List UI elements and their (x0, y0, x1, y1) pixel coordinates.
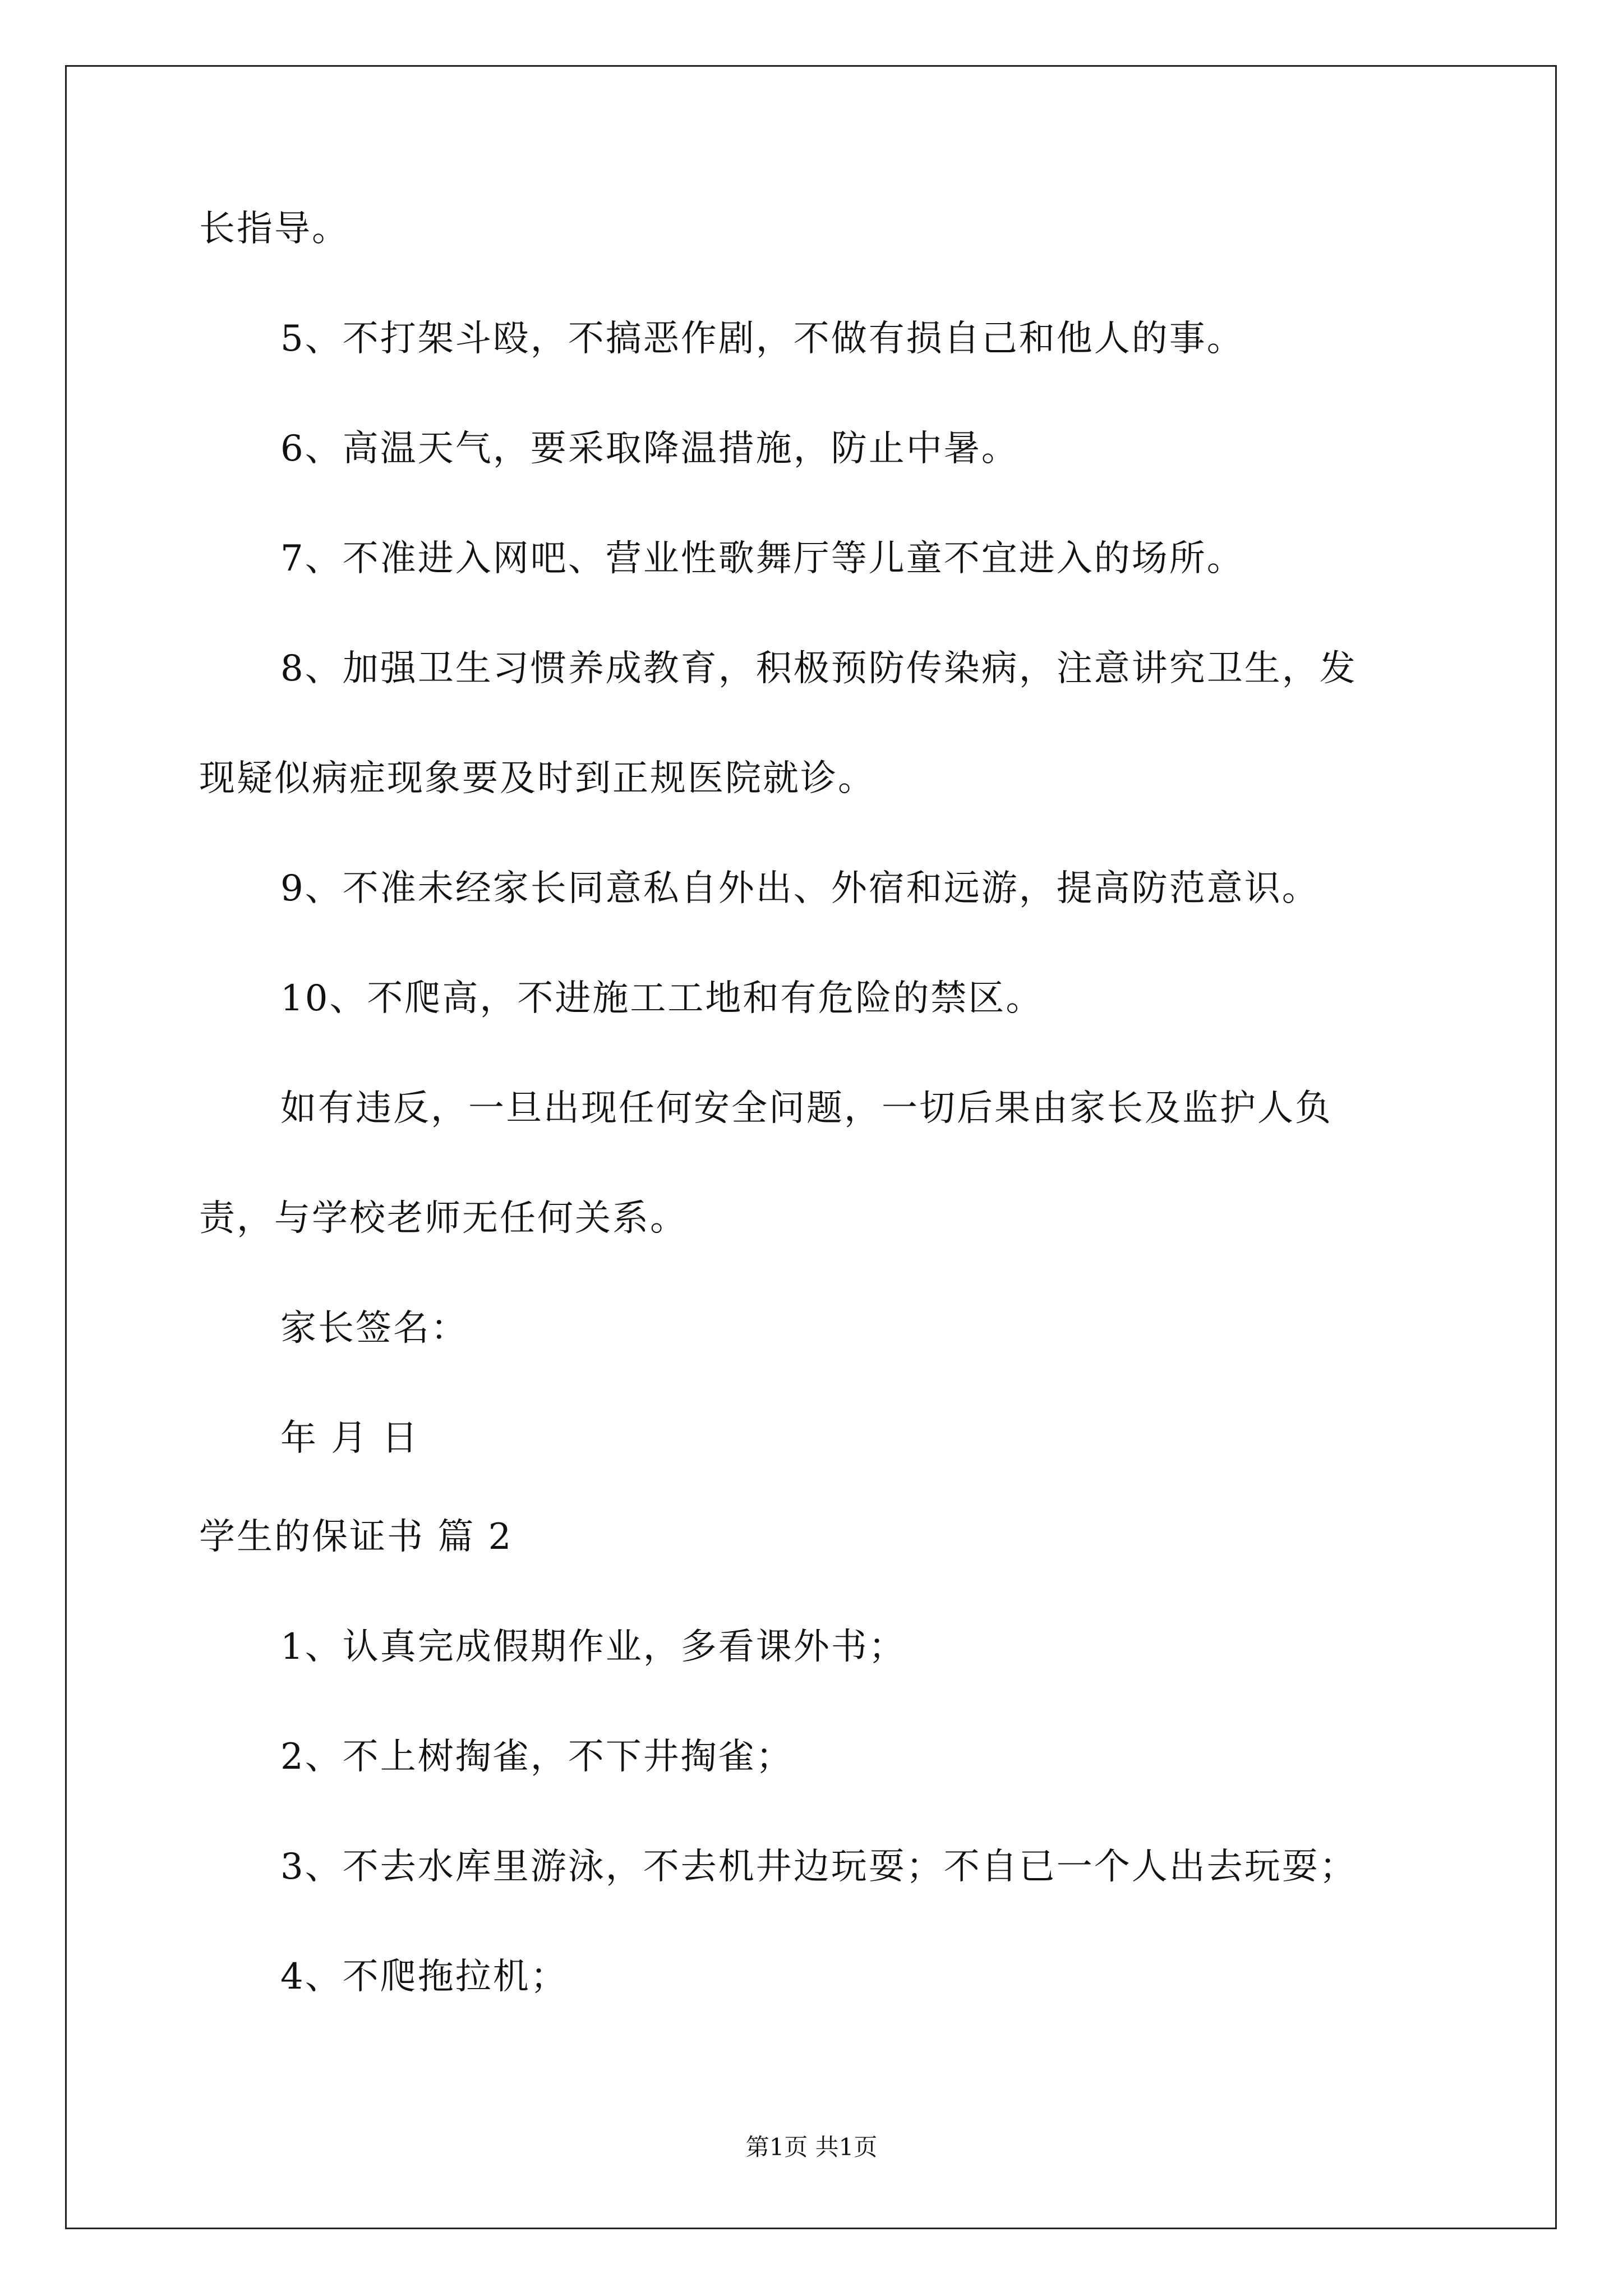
page-footer: 第1页 共1页 (745, 2133, 878, 2161)
text-line: 5、不打架斗殴，不搞恶作剧，不做有损自己和他人的事。 (280, 318, 1244, 360)
text-line: 8、加强卫生习惯养成教育，积极预防传染病，注意讲究卫生，发 (280, 648, 1357, 689)
text-line: 现疑似病症现象要及时到正规医院就诊。 (199, 758, 875, 799)
text-line: 1、认真完成假期作业，多看课外书； (280, 1626, 906, 1668)
text-line: 10、不爬高，不进施工工地和有危险的禁区。 (280, 978, 1044, 1019)
text-line: 家长签名： (280, 1308, 468, 1349)
text-line: 年 月 日 (280, 1418, 419, 1459)
text-line: 4、不爬拖拉机； (280, 1956, 568, 1998)
page-border (65, 65, 1557, 2229)
text-line: 7、不准进入网吧、营业性歌舞厅等儿童不宜进入的场所。 (280, 538, 1244, 579)
text-line: 责，与学校老师无任何关系。 (199, 1198, 688, 1239)
text-line: 长指导。 (199, 208, 349, 250)
text-line: 9、不准未经家长同意私自外出、外宿和远游，提高防范意识。 (280, 868, 1320, 909)
text-line: 如有违反，一旦出现任何安全问题，一切后果由家长及监护人负 (280, 1088, 1332, 1129)
section-heading: 学生的保证书 篇 2 (199, 1516, 513, 1558)
text-line: 6、高温天气，要采取降温措施，防止中暑。 (280, 428, 1019, 470)
text-line: 3、不去水库里游泳，不去机井边玩耍；不自已一个人出去玩耍； (280, 1846, 1357, 1888)
text-line: 2、不上树掏雀，不下井掏雀； (280, 1736, 794, 1778)
